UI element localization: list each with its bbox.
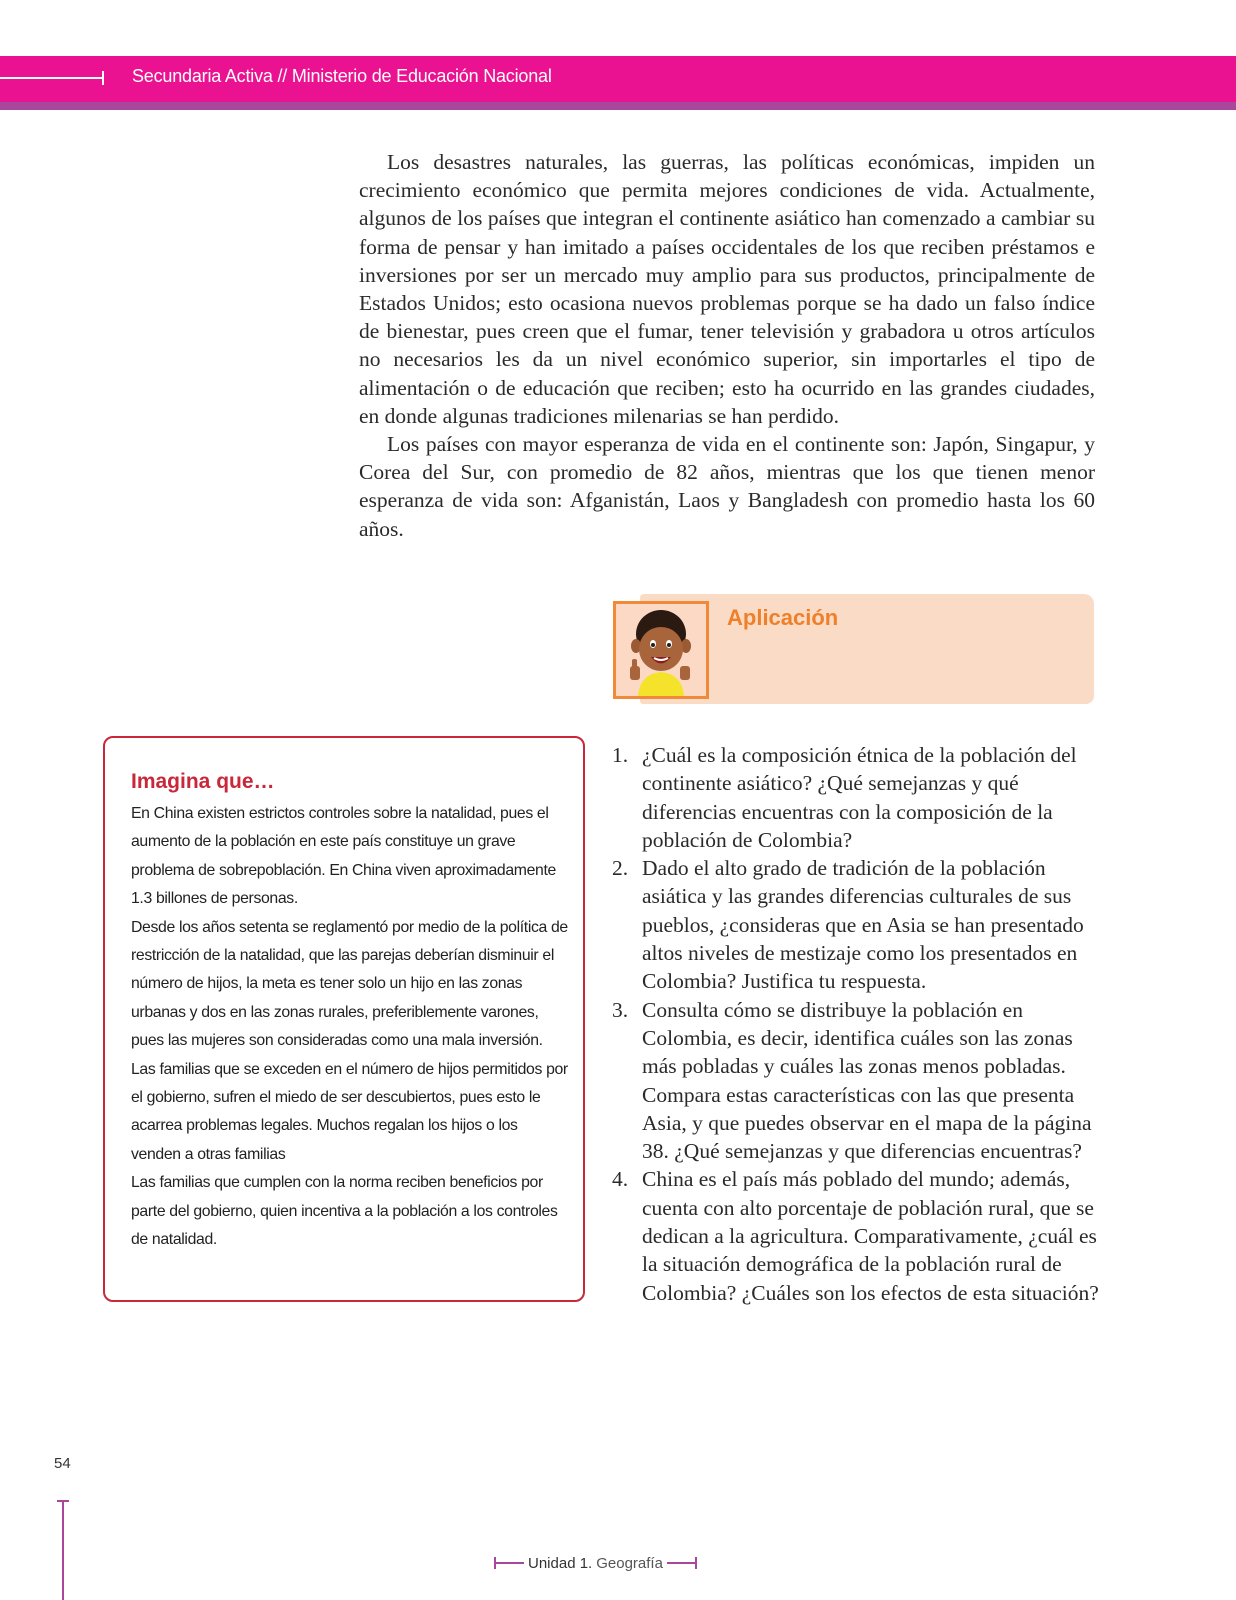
imagina-title: Imagina que… [131,770,275,793]
imagina-paragraph-4: Las familias que cumplen con la norma reciben beneficios por parte del gobierno, quien incentiva a la población a los controles de natalidad. [131,1174,558,1249]
imagina-paragraph-3: Las familias que se exceden en el número de hijos permitidos por el gobierno, sufren el miedo de ser descubiertos, pues esto le acarrea problemas legales. Muchos regalan los hijos o los venden a otras familias [131,1060,568,1163]
margin-rule [62,1500,64,1600]
question-text: Dado el alto grado de tradición de la población asiática y las grandes diferencias culturales de sus pueblos, ¿consideras que en Asia se han presentado altos niveles de mestizaje como los presentados en Colombia? Justifica tu respuesta. [642,856,1084,994]
list-item [612,854,1108,995]
footer-rule-right [667,1562,697,1564]
list-item [612,996,1108,1166]
questions-list [612,741,1108,1307]
question-number: 1. [612,743,629,767]
list-item [612,741,1108,854]
question-text: China es el país más poblado del mundo; además, cuenta con alto porcentaje de población rural, que se dedican a la agricultura. Comparativamente, ¿cuál es la situación demográfica de la población rural de Colombia? ¿Cuáles son los efectos de esta situación? [642,1167,1099,1305]
list-item [612,1165,1108,1306]
footer-unit [494,1553,697,1573]
imagina-paragraph-2: Desde los años setenta se reglamentó por medio de la política de restricción de la natalidad, que las parejas deberían disminuir el número de hijos, la meta es tener solo un hijo en las zonas urbanas y dos en las zonas rurales, preferiblemente varones, pues las mujeres son consideradas como una mala inversión. [131,918,568,1050]
header-title: Secundaria Activa // Ministerio de Educación Nacional [132,66,552,86]
footer-rule-left [494,1562,524,1564]
question-number: 4. [612,1167,629,1192]
main-paragraph-2: Los países con mayor esperanza de vida en el continente son: Japón, Singapur, y Corea del Sur, con promedio de 82 años, mientras que los que tienen menor esperanza de vida son: Afganistán, Laos y Bangladesh con promedio hasta los 60 años. [359,432,1095,541]
question-text: ¿Cuál es la composición étnica de la población del continente asiático? ¿Qué semejanzas y qué diferencias encuentras con la composición de la población de Colombia? [642,743,1077,852]
imagina-paragraph-1: En China existen estrictos controles sobre la natalidad, pues el aumento de la población en este país constituye un grave problema de sobrepoblación. En China viven aproximadamente 1.3 billones de personas. [131,805,556,908]
question-number: 2. [612,856,629,881]
student-thumbs-up-icon [613,601,709,699]
header-rule-tick [102,71,104,85]
page-number: 54 [54,1455,71,1472]
aplicacion-title: Aplicación [727,605,839,630]
imagina-text [131,800,571,1255]
footer-unit-label: Unidad 1. [528,1554,593,1572]
header-stripe [0,102,1236,110]
question-number: 3. [612,997,629,1022]
footer-unit-name: Geografía [596,1554,663,1572]
question-text: Consulta cómo se distribuye la población en Colombia, es decir, identifica cuáles son las zonas más pobladas y cuáles las zonas menos pobladas. Compara estas características con las que presenta Asia, y que puedes observar en el mapa de la página 38. ¿Qué semejanzas y que diferencias encuentras? [642,997,1092,1164]
main-text [359,148,1095,543]
header-rule [0,77,102,79]
main-paragraph-1: Los desastres naturales, las guerras, las políticas económicas, impiden un crecimiento económico que permita mejores condiciones de vida. Actualmente, algunos de los países que integran el continente asiático han comenzado a cambiar su forma de pensar y han imitado a países occidentales de los que reciben préstamos e inversiones por ser un mercado muy amplio para sus productos, principalmente de Estados Unidos; esto ocasiona nuevos problemas porque se ha dado un falso índice de bienestar, pues creen que el fumar, tener televisión y grabadora u otros artículos no necesarios les da un nivel económico superior, sin importarles el tipo de alimentación o de educación que reciben; esto ha ocurrido en las grandes ciudades, en donde algunas tradiciones milenarias se han perdido. [359,150,1095,428]
